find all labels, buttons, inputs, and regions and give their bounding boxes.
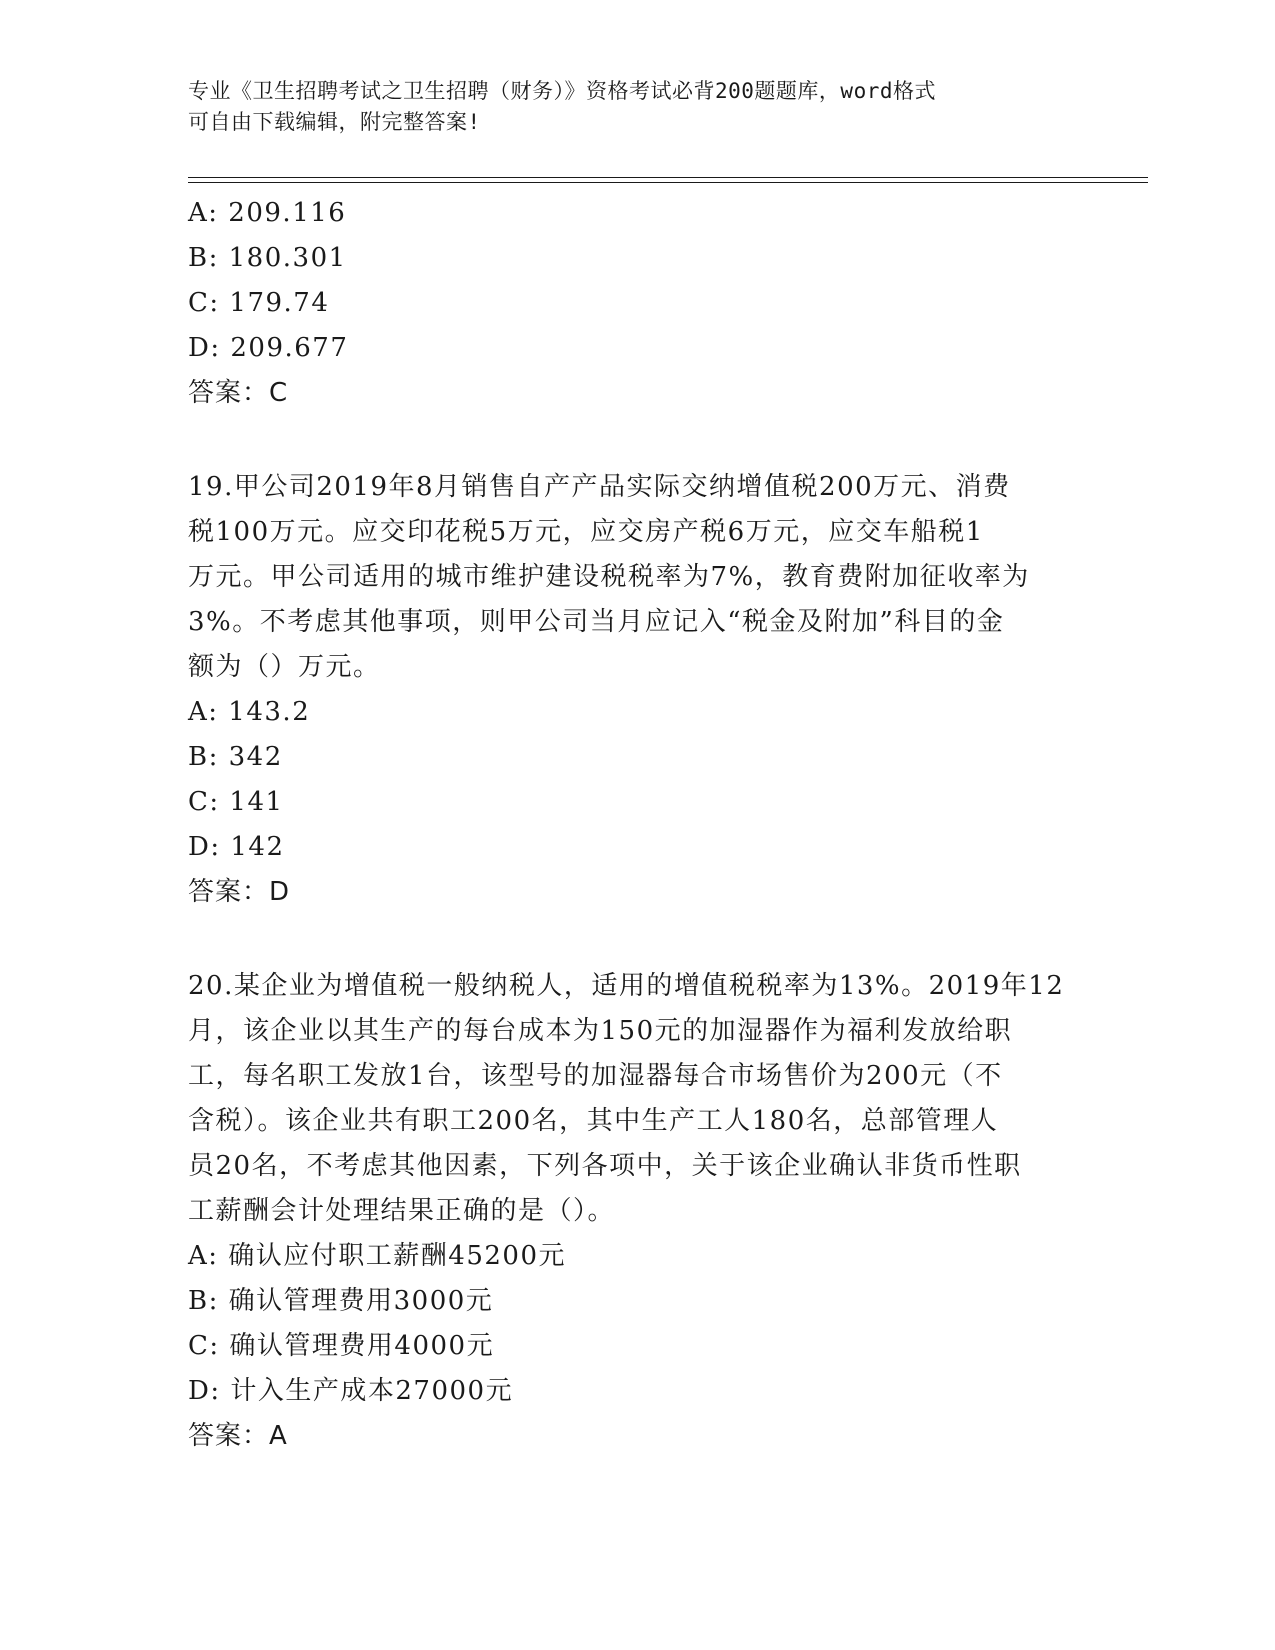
question-stem-line: 19.甲公司2019年8月销售自产产品实际交纳增值税200万元、消费	[188, 472, 1011, 502]
option-d: D: 209.677	[188, 333, 349, 363]
option-c: C: 确认管理费用4000元	[188, 1331, 495, 1361]
option-c: C: 141	[188, 787, 284, 817]
option-a: A: 确认应付职工薪酬45200元	[188, 1241, 567, 1271]
option-d: D: 142	[188, 832, 285, 862]
question-stem-line: 20.某企业为增值税一般纳税人，适用的增值税税率为13%。2019年12	[188, 971, 1065, 1001]
answer-line: 答案：A	[188, 1421, 288, 1451]
answer-line: 答案：C	[188, 378, 289, 408]
option-b: B: 180.301	[188, 243, 347, 273]
question-stem-line: 额为（）万元。	[188, 652, 381, 682]
option-d: D: 计入生产成本27000元	[188, 1376, 514, 1406]
question-stem-line: 税100万元。应交印花税5万元，应交房产税6万元，应交车船税1	[188, 517, 984, 547]
header-line-2: 可自由下载编辑，附完整答案!	[188, 110, 481, 134]
question-stem-line: 工薪酬会计处理结果正确的是（）。	[188, 1196, 616, 1226]
question-stem-line: 含税）。该企业共有职工200名，其中生产工人180名，总部管理人	[188, 1106, 999, 1136]
document-header	[188, 76, 1068, 138]
question-19	[188, 465, 1088, 915]
header-divider-top	[188, 177, 1148, 178]
answer-line: 答案：D	[188, 877, 291, 907]
option-c: C: 179.74	[188, 288, 330, 318]
question-stem-line: 工，每名职工发放1台，该型号的加湿器每合市场售价为200元（不	[188, 1061, 1003, 1091]
header-line-1: 专业《卫生招聘考试之卫生招聘（财务）》资格考试必背200题题库，word格式	[188, 79, 936, 103]
option-a: A: 143.2	[188, 697, 311, 727]
header-divider-bottom	[188, 182, 1148, 183]
question-18	[188, 191, 1088, 416]
document-body	[188, 191, 1088, 1459]
option-a: A: 209.116	[188, 198, 347, 228]
option-b: B: 342	[188, 742, 283, 772]
question-stem-line: 万元。甲公司适用的城市维护建设税税率为7%，教育费附加征收率为	[188, 562, 1030, 592]
question-20	[188, 964, 1088, 1459]
question-stem-line: 3%。不考虑其他事项，则甲公司当月应记入“税金及附加”科目的金	[188, 607, 1005, 637]
question-stem-line: 月，该企业以其生产的每台成本为150元的加湿器作为福利发放给职	[188, 1016, 1013, 1046]
option-b: B: 确认管理费用3000元	[188, 1286, 494, 1316]
question-stem-line: 员20名，不考虑其他因素，下列各项中，关于该企业确认非货币性职	[188, 1151, 1022, 1181]
